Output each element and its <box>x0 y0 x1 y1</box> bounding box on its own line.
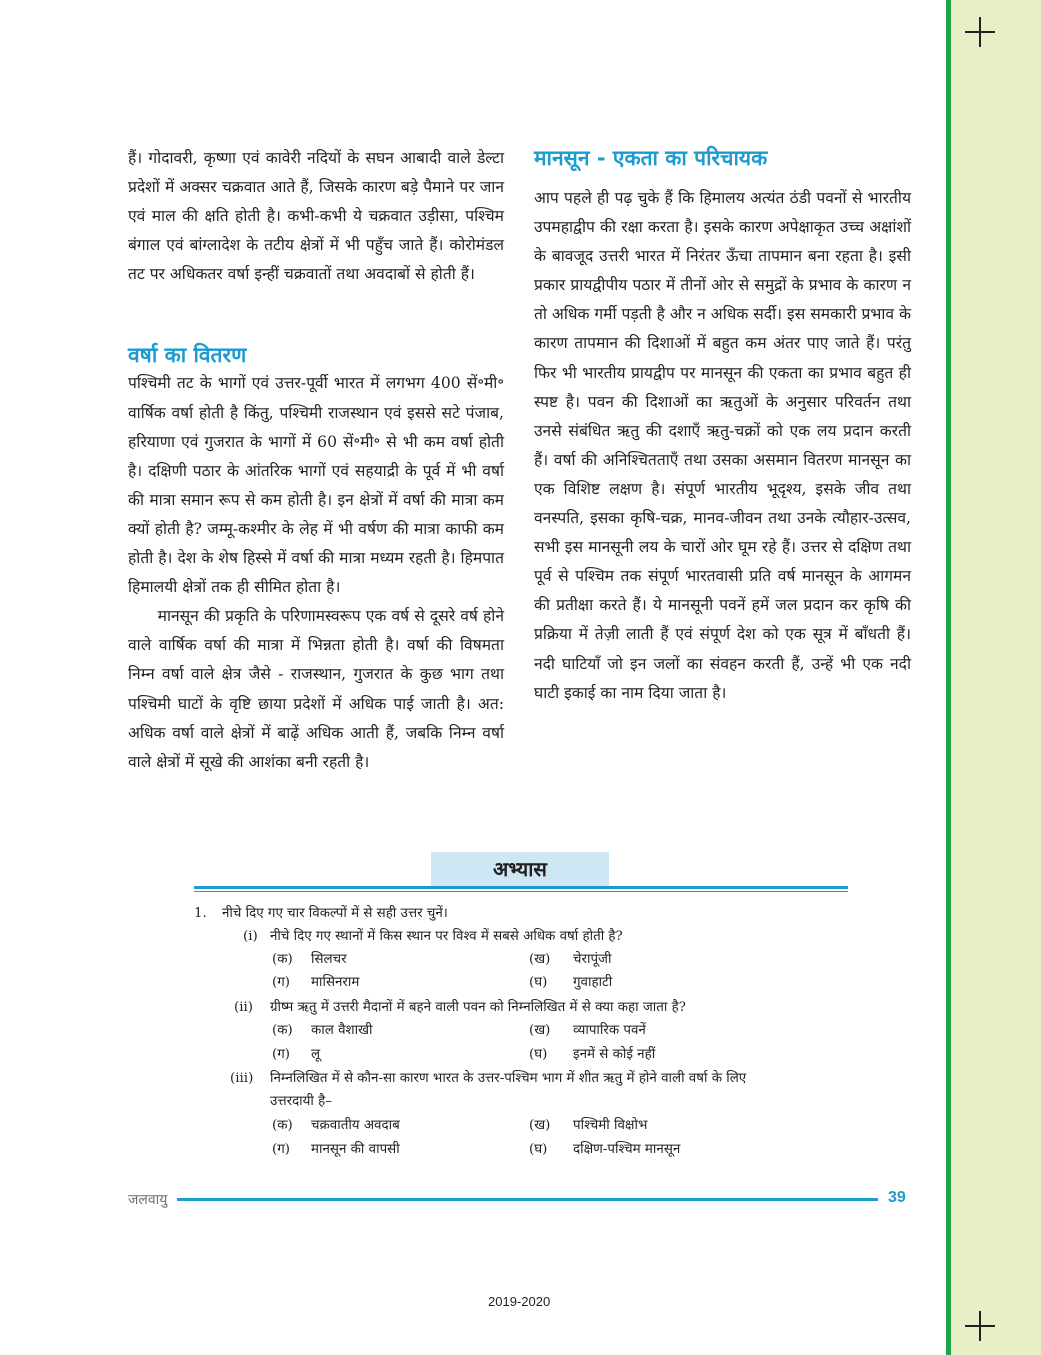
option-key: (क) <box>272 1118 293 1133</box>
exercise-rule-thin <box>194 891 848 892</box>
option-text: काल वैशाखी <box>311 1023 373 1038</box>
page-number: 39 <box>888 1189 906 1206</box>
option-key: (क) <box>272 952 293 967</box>
footer-rule <box>177 1198 878 1201</box>
option-key: (ग) <box>272 1047 290 1062</box>
left-paragraph-1: हैं। गोदावरी, कृष्णा एवं कावेरी नदियों के सघन आबादी वाले डेल्टा प्रदेशों में अक्सर चक्रवात आते हैं, जिसके कारण बड़े पैमाने पर जान एवं माल की क्षति होती है। कभी-कभी ये चक्रवात उड़ीसा, पश्चिम बंगाल एवं बांग्लादेश के तटीय क्षेत्रों में भी पहुँच जाते हैं। कोरोमंडल तट पर अधिकतर वर्षा इन्हीं चक्रवातों तथा अवदाबों से होती हैं। <box>128 149 504 284</box>
footer-chapter-name: जलवायु <box>128 1192 168 1208</box>
exercise-title: अभ्यास <box>431 852 609 886</box>
heading-monsoon-unity: मानसून - एकता का परिचायक <box>534 146 768 170</box>
option-text: लू <box>311 1047 321 1062</box>
crop-mark-bottom <box>965 1311 995 1341</box>
edition-year: 2019-2020 <box>488 1294 551 1309</box>
option-key: (घ) <box>529 1047 548 1062</box>
option-key: (क) <box>272 1023 293 1038</box>
option-text: मानसून की वापसी <box>311 1142 400 1157</box>
option-key: (ग) <box>272 1142 290 1157</box>
option-key: (घ) <box>529 975 548 990</box>
option-text: गुवाहाटी <box>573 975 613 990</box>
left-paragraph-2: पश्चिमी तट के भागों एवं उत्तर-पूर्वी भारत में लगभग 400 सें॰मी॰ वार्षिक वर्षा होती है किंतु, पश्चिमी राजस्थान एवं इससे सटे पंजाब, हरियाणा एवं गुजरात के भागों में 60 सें॰मी॰ से भी कम वर्षा होती है। दक्षिणी पठार के आंतरिक भागों एवं सहयाद्री के पूर्व में भी वर्षा की मात्रा समान रूप से कम होती है। इन क्षेत्रों में वर्षा की मात्रा कम क्यों होती है? जम्मू-कश्मीर के लेह में भी वर्षण की मात्रा काफी कम होती है। देश के शेष हिस्से में वर्षा की मात्रा मध्यम रहती है। हिमपात हिमालयी क्षेत्रों तक ही सीमित होता है। <box>128 374 504 597</box>
sub-question-number: (i) <box>243 929 258 944</box>
option-text: इनमें से कोई नहीं <box>573 1047 656 1062</box>
left-column <box>128 144 504 777</box>
option-key: (ख) <box>529 1118 551 1133</box>
option-text: व्यापारिक पवनें <box>573 1023 646 1038</box>
question-number: 1. <box>194 906 207 921</box>
option-key: (ख) <box>529 1023 551 1038</box>
right-column <box>534 184 911 708</box>
option-text: चक्रवातीय अवदाब <box>311 1118 400 1133</box>
left-paragraph-3: मानसून की प्रकृति के परिणामस्वरूप एक वर्ष से दूसरे वर्ष होने वाले वार्षिक वर्षा की मात्रा में भिन्नता होती है। वर्षा की विषमता निम्न वर्षा वाले क्षेत्र जैसे - राजस्थान, गुजरात के कुछ भाग तथा पश्चिमी घाटों के वृष्टि छाया प्रदेशों में अधिक पाई जाती है। अत: अधिक वर्षा वाले क्षेत्रों में बाढ़ें अधिक आती हैं, जबकि निम्न वर्षा वाले क्षेत्रों में सूखे की आशंका बनी रहती है। <box>128 607 504 771</box>
option-key: (घ) <box>529 1142 548 1157</box>
option-text: सिलचर <box>311 952 347 967</box>
sub-question-text: नीचे दिए गए स्थानों में किस स्थान पर विश्व में सबसे अधिक वर्षा होती है? <box>270 929 623 944</box>
sub-question-text: निम्नलिखित में से कौन-सा कारण भारत के उत्तर-पश्चिम भाग में शीत ऋतु में होने वाली वर्षा के लिए <box>270 1071 747 1086</box>
sub-question-text: ग्रीष्म ऋतु में उत्तरी मैदानों में बहने वाली पवन को निम्नलिखित में से क्या कहा जाता है? <box>270 1000 686 1015</box>
option-key: (ग) <box>272 975 290 990</box>
right-paragraph-1: आप पहले ही पढ़ चुके हैं कि हिमालय अत्यंत ठंडी पवनों से भारतीय उपमहाद्वीप की रक्षा करता है। इसके कारण अपेक्षाकृत उच्च अक्षांशों के बावजूद उत्तरी भारत में निरंतर ऊँचा तापमान बना रहता है। इसी प्रकार प्रायद्वीपीय पठार में तीनों ओर से समुद्रों के प्रभाव के कारण न तो अधिक गर्मी पड़ती है और न अधिक सर्दी। इस समकारी प्रभाव के कारण तापमान की दिशाओं में बहुत कम अंतर पाए जाते हैं। परंतु फिर भी भारतीय प्रायद्वीप पर मानसून की एकता का प्रभाव बहुत ही स्पष्ट है। पवन की दिशाओं का ऋतुओं के अनुसार परिवर्तन तथा उनसे संबंधित ऋतु की दशाएँ ऋतु-चक्रों को एक लय प्रदान करती हैं। वर्षा की अनिश्चितताएँ तथा उसका असमान वितरण मानसून का एक विशिष्ट लक्षण है। संपूर्ण भारतीय भूदृश्य, इसके जीव तथा वनस्पति, इसका कृषि-चक्र, मानव-जीवन तथा उनके त्यौहार-उत्सव, सभी इस मानसूनी लय के चारों ओर घूम रहे हैं। उत्तर से दक्षिण तथा पूर्व से पश्चिम तक संपूर्ण भारतवासी प्रति वर्ष मानसून के आगमन की प्रतीक्षा करते हैं। ये मानसूनी पवनें हमें जल प्रदान कर कृषि की प्रक्रिया में तेज़ी लाती हैं एवं संपूर्ण देश को एक सूत्र में बाँधती हैं। नदी घाटियाँ जो इन जलों का संवहन करती हैं, उन्हें भी एक नदी घाटी इकाई का नाम दिया जाता है। <box>534 189 911 702</box>
option-key: (ख) <box>529 952 551 967</box>
sub-question-text-cont: उत्तरदायी है– <box>270 1094 332 1109</box>
option-text: मासिनराम <box>311 975 360 990</box>
option-text: दक्षिण-पश्चिम मानसून <box>573 1142 681 1157</box>
heading-rainfall-distribution: वर्षा का वितरण <box>128 343 247 367</box>
exercise-rule <box>194 886 848 889</box>
option-text: चेरापूंजी <box>573 952 612 967</box>
side-panel <box>951 0 1041 1355</box>
sub-question-number: (iii) <box>230 1071 254 1086</box>
question-text: नीचे दिए गए चार विकल्पों में से सही उत्तर चुनें। <box>222 906 448 921</box>
crop-mark-top <box>965 17 995 47</box>
sub-question-number: (ii) <box>234 1000 254 1015</box>
option-text: पश्चिमी विक्षोभ <box>573 1118 648 1133</box>
